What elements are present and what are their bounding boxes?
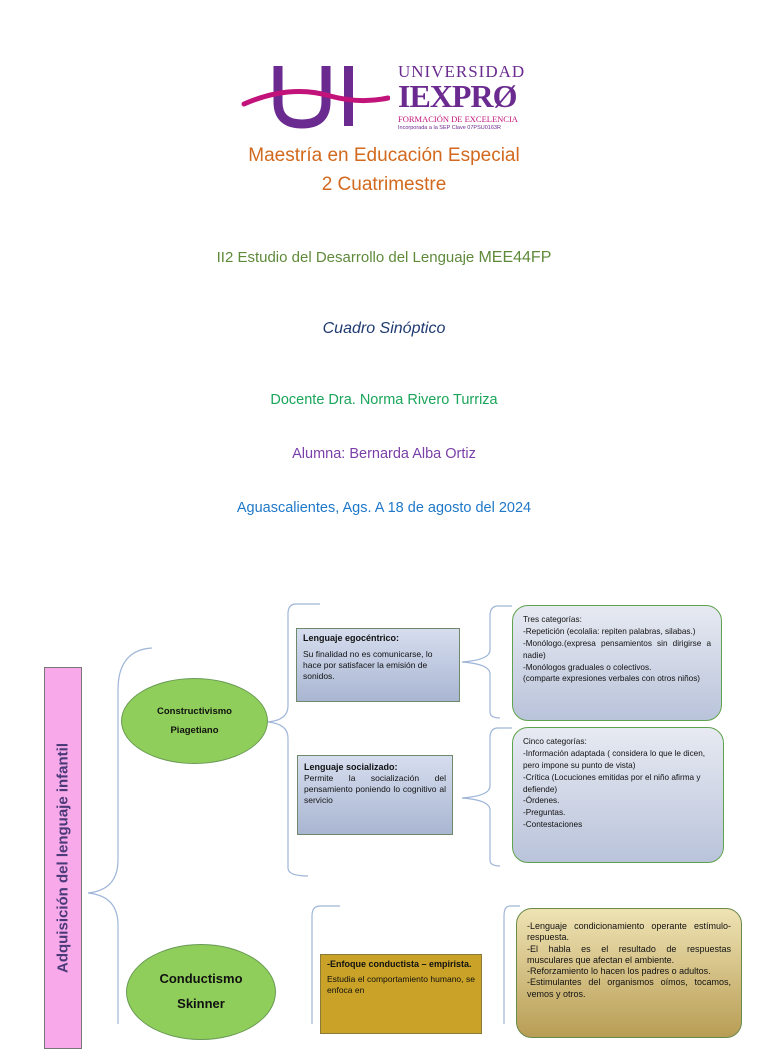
logo-tagline: FORMACIÓN DE EXCELENCIA	[398, 114, 518, 124]
egocentrico-detail-line: Tres categorías:	[523, 615, 582, 624]
document-type: Cuadro Sinóptico	[322, 320, 446, 337]
egocentrico-box	[296, 628, 460, 702]
egocentrico-detail	[512, 605, 722, 721]
socializado-title: Lenguaje socializado:	[304, 762, 398, 772]
root-topic-bar	[44, 667, 82, 1049]
conductismo-detail-line: -Lenguaje condicionamiento operante estímulo-respuesta.	[527, 921, 731, 943]
enfoque-title: -Enfoque conductista – empirista.	[327, 959, 472, 969]
socializado-detail-line: -Información adaptada ( considera lo que le dicen, pero impone su punto de vista)	[523, 748, 706, 770]
conductismo-detail-line: -Reforzamiento lo hacen los padres o adultos.	[527, 966, 711, 976]
place-and-date: Aguascalientes, Ags. A 18 de agosto del 2024	[236, 500, 532, 516]
program-title: Maestría en Educación Especial	[248, 145, 520, 166]
logo-word-iexpro: IEXPRØ	[398, 78, 517, 114]
socializado-detail-line: Cinco categorías:	[523, 737, 587, 746]
socializado-detail-line: -Contestaciones	[523, 820, 583, 830]
socializado-box	[297, 755, 453, 835]
course-name: II2 Estudio del Desarrollo del Lenguaje	[216, 249, 475, 266]
conductismo-detail	[516, 908, 742, 1038]
conductismo-label-2: Skinner	[177, 996, 225, 1011]
teacher-name: Docente Dra. Norma Rivero Turriza	[270, 392, 498, 408]
egocentrico-body: Su finalidad no es comunicarse, lo hace por satisfacer la emisión de sonidos.	[303, 649, 433, 681]
enfoque-box	[320, 954, 482, 1034]
root-topic-label: Adquisición del lenguaje infantil	[54, 742, 72, 974]
egocentrico-detail-line: -Monólogos graduales o colectivos.	[523, 662, 652, 672]
egocentrico-title: Lenguaje egocéntrico:	[303, 633, 400, 643]
constructivismo-oval	[121, 678, 268, 764]
constructivismo-label-2: Piagetiano	[170, 725, 219, 736]
conductismo-label-1: Conductismo	[159, 971, 243, 987]
logo-subline: Incorporada a la SEP Clave 07PSU0163R	[398, 125, 501, 131]
enfoque-body: Estudia el comportamiento humano, se enfoca en	[327, 974, 475, 995]
conductismo-detail-line: -El habla es el resultado de respuestas musculares que afectan el ambiente.	[527, 943, 731, 965]
socializado-detail	[512, 727, 724, 863]
egocentrico-detail-line: -Monólogo.(expresa pensamientos sin dirigirse a nadie)	[523, 638, 711, 660]
socializado-detail-line: -Órdenes.	[523, 796, 560, 806]
student-name: Alumna: Bernarda Alba Ortiz	[292, 446, 476, 462]
socializado-body: Permite la socialización del pensamiento poniendo lo cognitivo al servicio	[304, 773, 446, 805]
socializado-detail-line: -Preguntas.	[523, 808, 566, 818]
socializado-detail-line: -Crítica (Locuciones emitidas por el niño afirma y defiende)	[523, 772, 701, 794]
conductismo-detail-line: -Estimulantes del organismos oímos, tocamos, vemos y otros.	[527, 977, 731, 999]
constructivismo-label-1: Constructivismo	[157, 706, 232, 717]
egocentrico-detail-line: -Repetición (ecolalia: repiten palabras, silabas.)	[523, 626, 696, 636]
course-code: MEE44FP	[478, 249, 552, 266]
egocentrico-detail-line: (comparte expresiones verbales con otros niños)	[523, 674, 701, 684]
term-title: 2 Cuatrimestre	[321, 174, 447, 195]
conductismo-oval	[126, 944, 276, 1040]
logo-word-universidad: UNIVERSIDAD	[398, 62, 526, 81]
